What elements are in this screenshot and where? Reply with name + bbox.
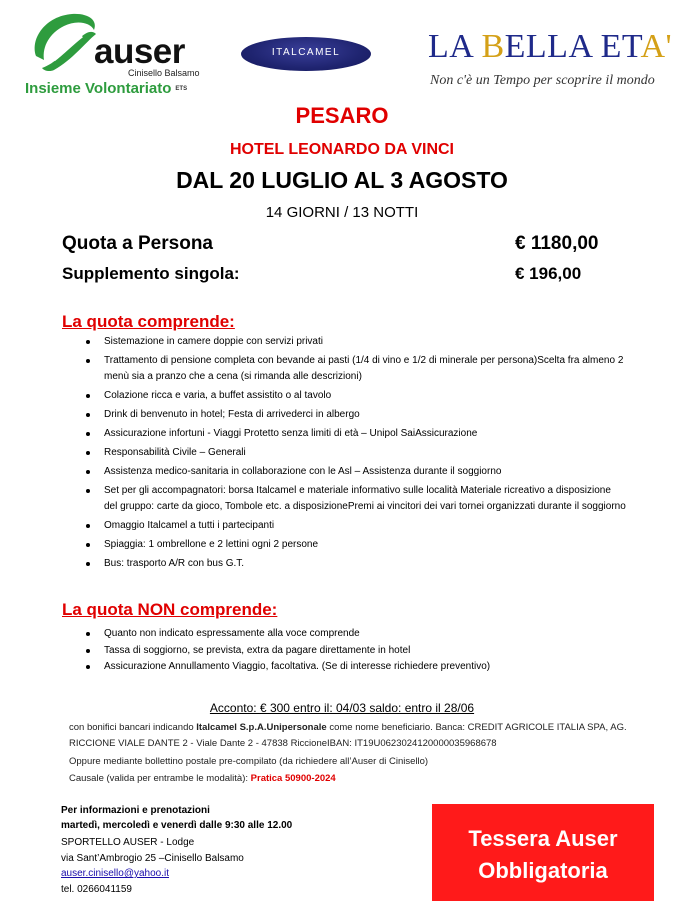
hotel-name: HOTEL LEONARDO DA VINCI [229,141,454,158]
trip-dates: DAL 20 LUGLIO AL 3 AGOSTO [176,167,508,193]
auser-logo [24,8,214,98]
labella-title-a: LA [428,28,482,65]
price-per-person-label: Quota a Persona [62,233,213,254]
auser-city: Cinisello Balsamo [128,68,200,78]
deposit-terms: Acconto: € 300 entro il: 04/03 saldo: entro il 28/06 [209,701,475,715]
trip-duration: 14 GIORNI / 13 NOTTI [265,204,419,221]
labella-subtitle: Non c'è un Tempo per scoprire il mondo [430,73,655,88]
list-item: Assicurazione Annullamento Viaggio, facoltativa. (Se di interesse richiedere preventivo) [86,659,626,675]
price-per-person-value: € 1180,00 [515,233,599,254]
auser-tagline-text: Insieme Volontariato [25,80,172,97]
italcamel-logo [241,37,371,71]
excludes-list [86,626,626,676]
list-item: Bus: trasporto A/R con bus G.T. [86,556,626,572]
list-item: Set per gli accompagnatori: borsa Italcamel e materiale informativo sulle località Materiale ricreativo a disposizione del gruppo: carte da gioco, Tombole etc. a disposizionePremi ai vincitori dei vari tornei organizzati durante il soggiorno [86,483,626,515]
list-item: Tassa di soggiorno, se prevista, extra da pagare direttamente in hotel [86,643,626,659]
bank-transfer-text-a: con bonifici bancari indicando [69,722,197,733]
list-item: Assicurazione infortuni - Viaggi Protetto senza limiti di età – Unipol SaiAssicurazione [86,426,626,442]
membership-line-1: Tessera Auser [468,826,618,851]
auser-ets: ETS [175,86,188,93]
office-address: via Sant’Ambrogio 25 –Cinisello Balsamo [61,853,244,864]
office-name: SPORTELLO AUSER - Lodge [61,837,195,848]
auser-swoosh-icon [24,8,104,78]
practice-number: Pratica 50900-2024 [250,773,336,784]
destination-city: PESARO [295,103,389,128]
single-supplement-label: Supplemento singola: [62,264,240,283]
labella-title-d: A' [640,28,673,65]
payment-reason-label: Causale (valida per entrambe le modalità): [69,773,251,784]
bank-transfer-info [69,720,629,752]
italcamel-text: ITALCAMEL [271,47,341,58]
postal-payment-info: Oppure mediante bollettino postale pre-compilato (da richiedere all’Auser di Cinisello) [69,756,429,767]
payment-reason [69,771,629,787]
contact-phone: tel. 0266041159 [61,884,132,895]
list-item: Omaggio Italcamel a tutti i partecipanti [86,518,626,534]
membership-line-2: Obbligatoria [478,858,608,883]
list-item: Drink di benvenuto in hotel; Festa di arrivederci in albergo [86,407,626,423]
bank-transfer-text-c: come nome beneficiario. Banca: CREDIT AGRICOLE ITALIA SPA, AG. RICCIONE VIALE DANTE 2 - Viale Dante 2 - 47838 RiccioneIBAN: IT19U0623024120000035968678 [69,722,627,749]
contact-heading: Per informazioni e prenotazioni [61,805,210,816]
includes-title: La quota comprende: [62,312,235,331]
list-item: Assistenza medico-sanitaria in collaborazione con le Asl – Assistenza durante il soggiorno [86,464,626,480]
single-supplement-value: € 196,00 [515,264,582,283]
list-item: Spiaggia: 1 ombrellone e 2 lettini ogni 2 persone [86,537,626,553]
excludes-title: La quota NON comprende: [62,600,278,619]
list-item: Responsabilità Civile – Generali [86,445,626,461]
labella-title [428,28,672,66]
contact-email-link[interactable]: auser.cinisello@yahoo.it [61,868,169,879]
auser-tagline [25,80,187,97]
list-item: Quanto non indicato espressamente alla voce comprende [86,626,626,642]
auser-wordmark: auser [94,32,185,71]
labella-title-b: B [481,28,505,65]
labella-title-c: ELLA ET [504,28,641,65]
list-item: Trattamento di pensione completa con bevande ai pasti (1/4 di vino e 1/2 di minerale per persona)Scelta fra almeno 2 menù sia a pranzo che a cena (si rimanda alle descrizioni) [86,353,626,385]
membership-required-box [432,804,654,901]
labella-logo [428,28,673,98]
beneficiary-name: Italcamel S.p.A.Unipersonale [196,722,327,733]
list-item: Colazione ricca e varia, a buffet assistito o al tavolo [86,388,626,404]
includes-list [86,334,626,575]
office-hours: martedì, mercoledì e venerdì dalle 9:30 alle 12.00 [61,820,293,831]
list-item: Sistemazione in camere doppie con servizi privati [86,334,626,350]
